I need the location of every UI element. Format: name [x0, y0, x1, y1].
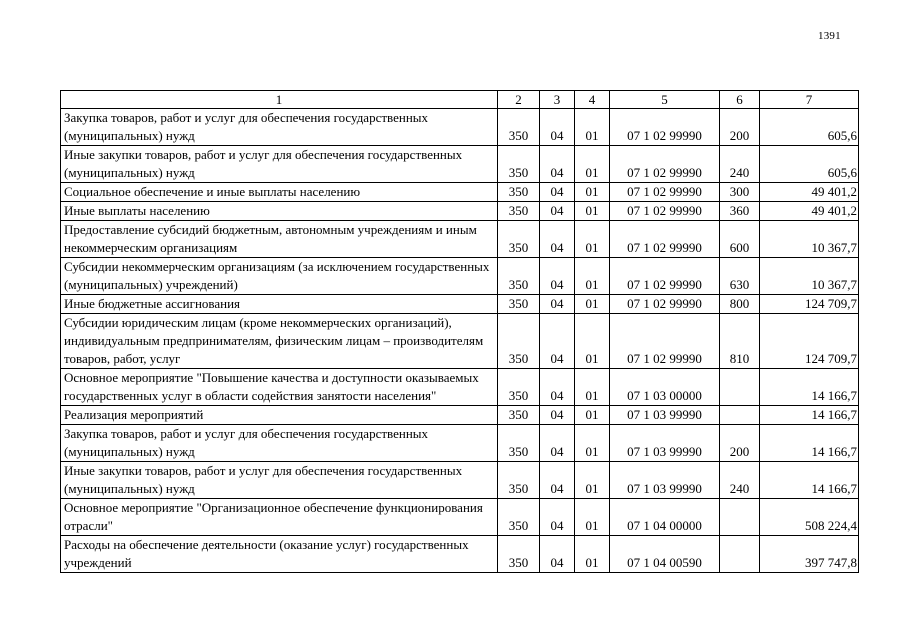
code-section: 04: [540, 536, 575, 573]
column-header-1: 1: [61, 91, 498, 109]
code-target-article: 07 1 02 99990: [610, 109, 720, 146]
code-expense-type: 630: [720, 258, 760, 295]
code-ministry: 350: [498, 295, 540, 314]
code-subsection: 01: [575, 462, 610, 499]
amount: 10 367,7: [760, 258, 859, 295]
code-ministry: 350: [498, 258, 540, 295]
expense-name: Субсидии некоммерческим организациям (за исключением государственных (муниципальных) учреждений): [61, 258, 498, 295]
expense-name: Социальное обеспечение и иные выплаты населению: [61, 183, 498, 202]
expense-name: Закупка товаров, работ и услуг для обеспечения государственных (муниципальных) нужд: [61, 109, 498, 146]
column-header-6: 6: [720, 91, 760, 109]
code-ministry: 350: [498, 202, 540, 221]
column-header-4: 4: [575, 91, 610, 109]
code-section: 04: [540, 258, 575, 295]
code-section: 04: [540, 406, 575, 425]
expense-name: Иные выплаты населению: [61, 202, 498, 221]
table-row: [61, 314, 859, 369]
code-target-article: 07 1 03 99990: [610, 425, 720, 462]
table-row: [61, 536, 859, 573]
code-ministry: 350: [498, 406, 540, 425]
code-target-article: 07 1 03 99990: [610, 462, 720, 499]
code-ministry: 350: [498, 146, 540, 183]
code-ministry: 350: [498, 462, 540, 499]
code-ministry: 350: [498, 314, 540, 369]
code-target-article: 07 1 02 99990: [610, 146, 720, 183]
amount: 124 709,7: [760, 314, 859, 369]
header-row: [61, 91, 859, 109]
amount: 49 401,2: [760, 202, 859, 221]
code-expense-type: 200: [720, 109, 760, 146]
budget-table: [60, 90, 859, 573]
code-target-article: 07 1 02 99990: [610, 221, 720, 258]
table-row: [61, 183, 859, 202]
table-row: [61, 146, 859, 183]
code-ministry: 350: [498, 221, 540, 258]
code-expense-type: 810: [720, 314, 760, 369]
code-section: 04: [540, 369, 575, 406]
table-row: [61, 369, 859, 406]
code-subsection: 01: [575, 295, 610, 314]
amount: 397 747,8: [760, 536, 859, 573]
code-target-article: 07 1 02 99990: [610, 202, 720, 221]
code-section: 04: [540, 146, 575, 183]
code-expense-type: 800: [720, 295, 760, 314]
code-expense-type: [720, 536, 760, 573]
code-ministry: 350: [498, 369, 540, 406]
amount: 49 401,2: [760, 183, 859, 202]
code-ministry: 350: [498, 183, 540, 202]
code-target-article: 07 1 02 99990: [610, 258, 720, 295]
expense-name: Субсидии юридическим лицам (кроме некоммерческих организаций), индивидуальным предпринимателям, физическим лицам – производителям товаров, работ, услуг: [61, 314, 498, 369]
code-expense-type: 240: [720, 146, 760, 183]
amount: 14 166,7: [760, 406, 859, 425]
code-ministry: 350: [498, 536, 540, 573]
expense-name: Иные закупки товаров, работ и услуг для обеспечения государственных (муниципальных) нужд: [61, 462, 498, 499]
expense-name: Реализация мероприятий: [61, 406, 498, 425]
code-subsection: 01: [575, 109, 610, 146]
code-expense-type: 600: [720, 221, 760, 258]
amount: 605,6: [760, 109, 859, 146]
expense-name: Закупка товаров, работ и услуг для обеспечения государственных (муниципальных) нужд: [61, 425, 498, 462]
code-target-article: 07 1 04 00000: [610, 499, 720, 536]
column-header-3: 3: [540, 91, 575, 109]
table-row: [61, 109, 859, 146]
expense-name: Основное мероприятие "Организационное обеспечение функционирования отрасли": [61, 499, 498, 536]
table-row: [61, 295, 859, 314]
code-expense-type: [720, 406, 760, 425]
expense-name: Иные бюджетные ассигнования: [61, 295, 498, 314]
code-subsection: 01: [575, 183, 610, 202]
column-header-5: 5: [610, 91, 720, 109]
code-section: 04: [540, 462, 575, 499]
code-ministry: 350: [498, 425, 540, 462]
column-header-2: 2: [498, 91, 540, 109]
expense-name: Иные закупки товаров, работ и услуг для обеспечения государственных (муниципальных) нужд: [61, 146, 498, 183]
column-header-7: 7: [760, 91, 859, 109]
code-section: 04: [540, 109, 575, 146]
code-section: 04: [540, 295, 575, 314]
code-expense-type: 200: [720, 425, 760, 462]
table-row: [61, 202, 859, 221]
amount: 10 367,7: [760, 221, 859, 258]
code-expense-type: [720, 499, 760, 536]
code-section: 04: [540, 202, 575, 221]
code-subsection: 01: [575, 499, 610, 536]
code-target-article: 07 1 02 99990: [610, 314, 720, 369]
code-target-article: 07 1 03 99990: [610, 406, 720, 425]
code-section: 04: [540, 314, 575, 369]
amount: 124 709,7: [760, 295, 859, 314]
code-target-article: 07 1 02 99990: [610, 295, 720, 314]
code-target-article: 07 1 04 00590: [610, 536, 720, 573]
code-subsection: 01: [575, 425, 610, 462]
table-row: [61, 462, 859, 499]
amount: 14 166,7: [760, 425, 859, 462]
table-row: [61, 258, 859, 295]
code-expense-type: 300: [720, 183, 760, 202]
table-row: [61, 425, 859, 462]
code-subsection: 01: [575, 369, 610, 406]
code-target-article: 07 1 02 99990: [610, 183, 720, 202]
code-section: 04: [540, 221, 575, 258]
table-row: [61, 406, 859, 425]
code-section: 04: [540, 425, 575, 462]
expense-name: Предоставление субсидий бюджетным, автономным учреждениям и иным некоммерческим организациям: [61, 221, 498, 258]
code-expense-type: 360: [720, 202, 760, 221]
amount: 605,6: [760, 146, 859, 183]
code-ministry: 350: [498, 499, 540, 536]
code-subsection: 01: [575, 221, 610, 258]
code-expense-type: 240: [720, 462, 760, 499]
code-section: 04: [540, 183, 575, 202]
code-subsection: 01: [575, 406, 610, 425]
amount: 14 166,7: [760, 369, 859, 406]
code-target-article: 07 1 03 00000: [610, 369, 720, 406]
code-section: 04: [540, 499, 575, 536]
table-row: [61, 499, 859, 536]
code-subsection: 01: [575, 536, 610, 573]
code-subsection: 01: [575, 202, 610, 221]
code-subsection: 01: [575, 146, 610, 183]
amount: 14 166,7: [760, 462, 859, 499]
code-subsection: 01: [575, 258, 610, 295]
amount: 508 224,4: [760, 499, 859, 536]
expense-name: Основное мероприятие "Повышение качества и доступности оказываемых государственных услуг в области содействия занятости населения": [61, 369, 498, 406]
table-row: [61, 221, 859, 258]
code-expense-type: [720, 369, 760, 406]
code-ministry: 350: [498, 109, 540, 146]
expense-name: Расходы на обеспечение деятельности (оказание услуг) государственных учреждений: [61, 536, 498, 573]
code-subsection: 01: [575, 314, 610, 369]
page-number: 1391: [818, 30, 841, 42]
